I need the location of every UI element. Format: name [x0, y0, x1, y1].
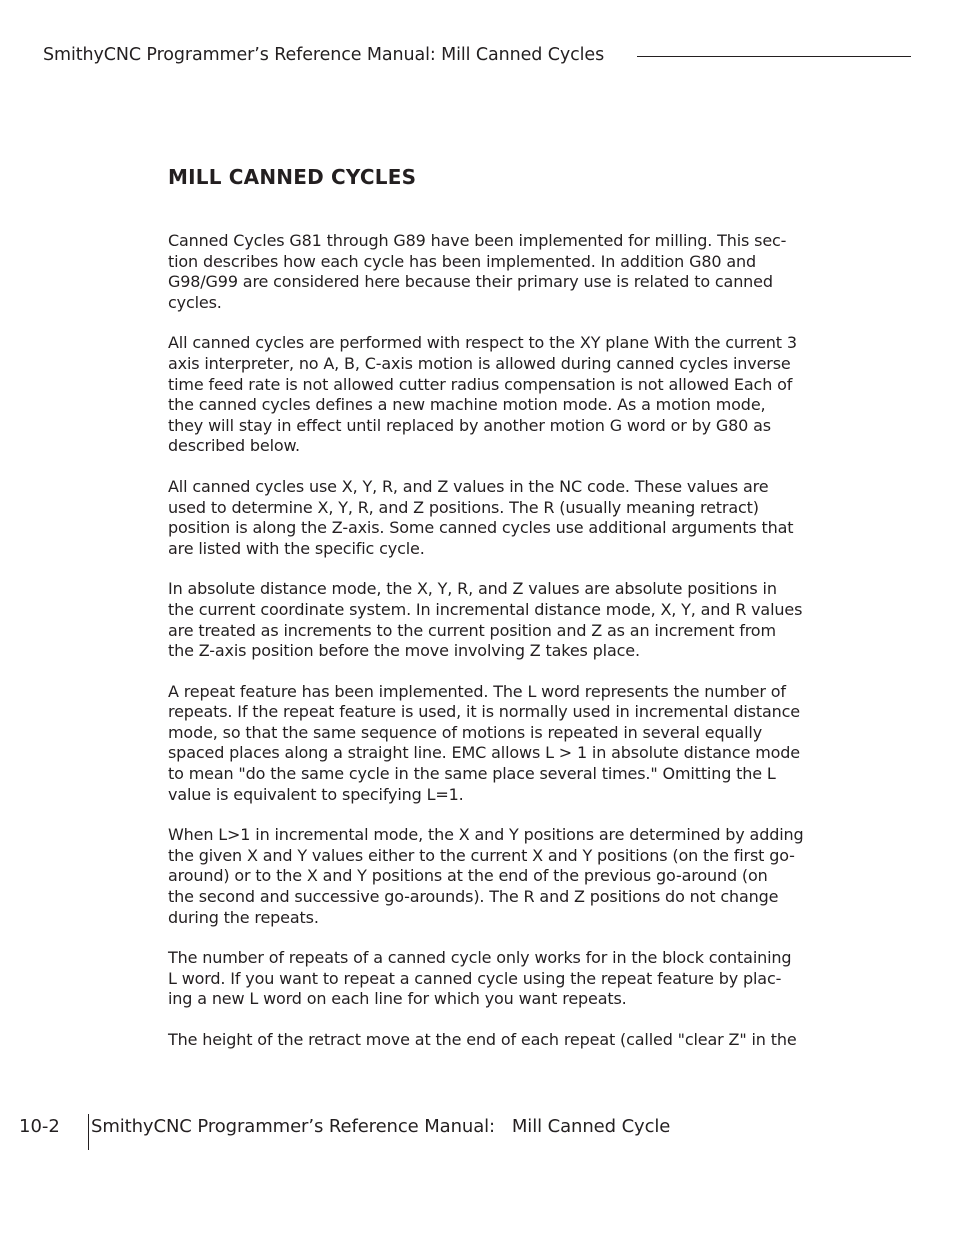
text-line: the current coordinate system. In incremental distance mode, X, Y, and R values — [168, 599, 803, 619]
paragraph — [168, 579, 808, 661]
text-line: around) or to the X and Y positions at the end of the previous go-around (on — [168, 866, 768, 886]
text-line: All canned cycles use X, Y, R, and Z values in the NC code. These values are — [168, 476, 769, 496]
text-line: during the repeats. — [168, 907, 319, 927]
running-header-title: SmithyCNC Programmer’s Reference Manual: Mill Canned Cycles — [43, 45, 605, 65]
text-line: mode, so that the same sequence of motions is repeated in several equally — [168, 722, 763, 742]
text-line: When L>1 in incremental mode, the X and Y positions are determined by adding — [168, 825, 804, 845]
text-line: In absolute distance mode, the X, Y, R, and Z values are absolute positions in — [168, 579, 777, 599]
paragraph — [168, 231, 808, 313]
text-line: position is along the Z-axis. Some canned cycles use additional arguments that — [168, 518, 794, 538]
page-number: 10-2 — [19, 1116, 60, 1137]
header-rule — [637, 56, 911, 57]
text-line: cycles. — [168, 292, 222, 312]
text-line: the Z-axis position before the move involving Z takes place. — [168, 641, 640, 661]
paragraph — [168, 477, 808, 559]
text-line: tion describes how each cycle has been implemented. In addition G80 and — [168, 251, 756, 271]
text-line: repeats. If the repeat feature is used, it is normally used in incremental distance — [168, 702, 800, 722]
text-line: described below. — [168, 436, 300, 456]
text-line: G98/G99 are considered here because their primary use is related to canned — [168, 272, 773, 292]
section-heading: MILL CANNED CYCLES — [168, 165, 417, 189]
text-line: are treated as increments to the current position and Z as an increment from — [168, 620, 776, 640]
footer-divider — [88, 1114, 89, 1150]
text-line: A repeat feature has been implemented. The L word represents the number of — [168, 681, 786, 701]
paragraph — [168, 333, 808, 457]
paragraph — [168, 682, 808, 806]
text-line: value is equivalent to specifying L=1. — [168, 784, 464, 804]
paragraph — [168, 825, 808, 928]
text-line: The height of the retract move at the end of each repeat (called "clear Z" in the — [168, 1030, 797, 1049]
text-line: spaced places along a straight line. EMC allows L > 1 in absolute distance mode — [168, 743, 800, 763]
running-footer-title: SmithyCNC Programmer’s Reference Manual: Mill Canned Cycle — [91, 1116, 671, 1137]
text-line: used to determine X, Y, R, and Z positions. The R (usually meaning retract) — [168, 497, 759, 517]
text-line: Canned Cycles G81 through G89 have been implemented for milling. This sec- — [168, 231, 787, 250]
body-text — [168, 231, 808, 1071]
text-line: axis interpreter, no A, B, C-axis motion is allowed during canned cycles inverse — [168, 353, 791, 373]
paragraph — [168, 1030, 808, 1051]
text-line: the given X and Y values either to the current X and Y positions (on the first go- — [168, 845, 795, 865]
text-line: are listed with the specific cycle. — [168, 538, 425, 558]
text-line: ing a new L word on each line for which you want repeats. — [168, 989, 627, 1009]
text-line: the canned cycles defines a new machine motion mode. As a motion mode, — [168, 395, 766, 415]
text-line: All canned cycles are performed with respect to the XY plane With the current 3 — [168, 333, 797, 353]
text-line: the second and successive go-arounds). The R and Z positions do not change — [168, 887, 779, 907]
text-line: time feed rate is not allowed cutter radius compensation is not allowed Each of — [168, 374, 793, 394]
text-line: they will stay in effect until replaced by another motion G word or by G80 as — [168, 415, 771, 435]
text-line: L word. If you want to repeat a canned cycle using the repeat feature by plac- — [168, 968, 782, 988]
paragraph — [168, 948, 808, 1010]
text-line: The number of repeats of a canned cycle only works for in the block containing — [168, 948, 792, 968]
text-line: to mean "do the same cycle in the same place several times." Omitting the L — [168, 764, 776, 784]
